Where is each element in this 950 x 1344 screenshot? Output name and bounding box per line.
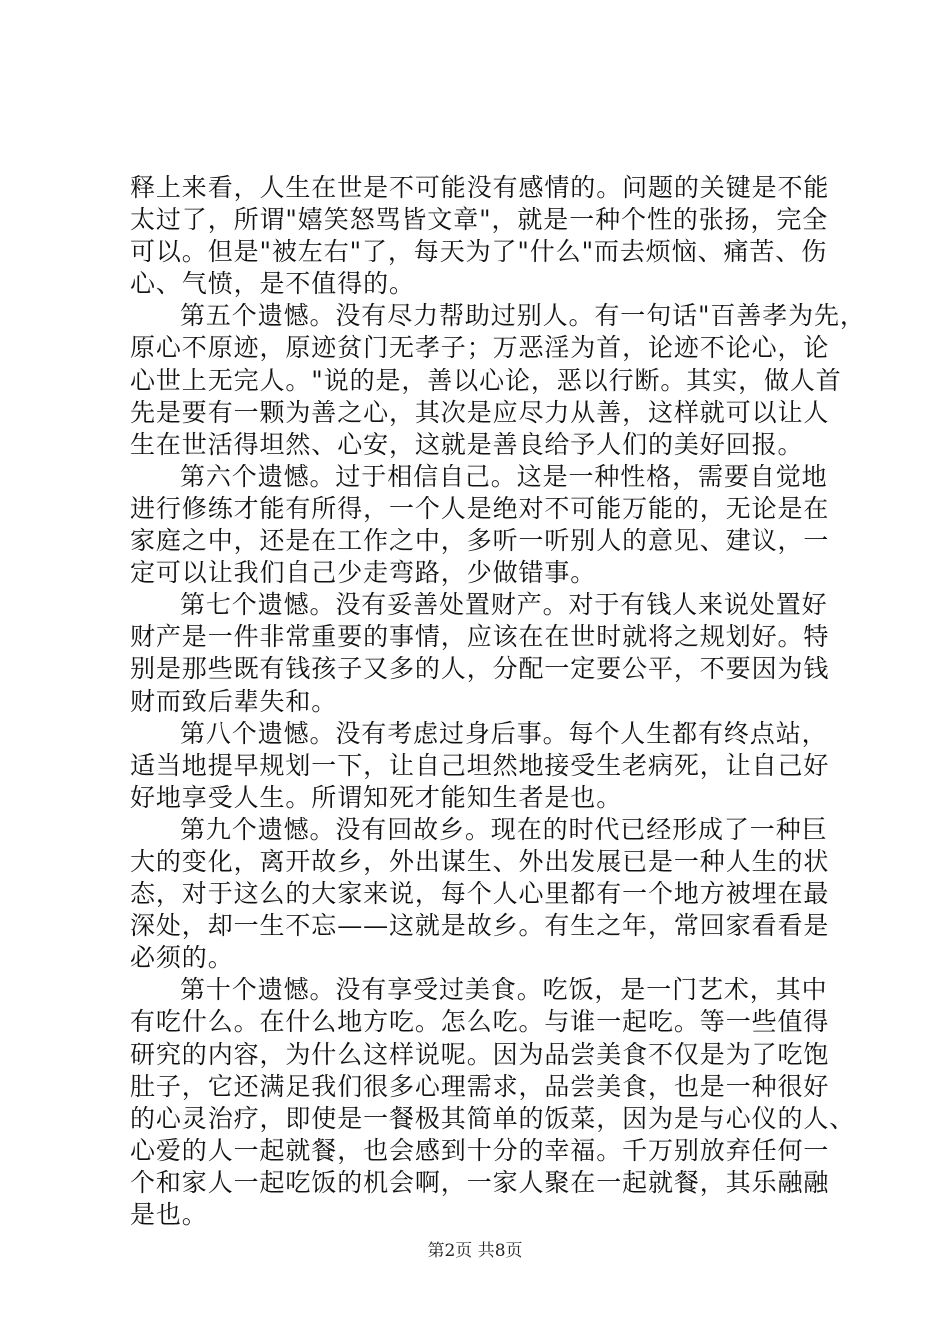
text-line: 的心灵治疗，即使是一餐极其简单的饭菜，因为是与心仪的人、 <box>130 1103 856 1133</box>
paragraph <box>130 974 856 1231</box>
text-line: 第九个遗憾。没有回故乡。现在的时代已经形成了一种巨 <box>180 814 828 844</box>
text-line: 适当地提早规划一下，让自己坦然地接受生老病死，让自己好 <box>130 750 830 780</box>
page-number-footer: 第2页 共8页 <box>427 1241 523 1261</box>
text-line: 太过了，所谓"嬉笑怒骂皆文章"，就是一种个性的张扬，完全 <box>130 205 829 235</box>
text-line: 必须的。 <box>130 943 234 973</box>
text-line: 心、气愤，是不值得的。 <box>130 269 415 299</box>
text-line: 家庭之中，还是在工作之中，多听一听别人的意见、建议，一 <box>130 526 830 556</box>
text-line: 第五个遗憾。没有尽力帮助过别人。有一句话"百善孝为先， <box>180 301 866 331</box>
text-line: 原心不原迹，原迹贫门无孝子；万恶淫为首，论迹不论心，论 <box>130 333 830 363</box>
text-line: 好地享受人生。所谓知死才能知生者是也。 <box>130 782 623 812</box>
paragraph <box>130 461 830 589</box>
document-body <box>130 172 866 1231</box>
text-line: 释上来看，人生在世是不可能没有感情的。问题的关键是不能 <box>130 173 830 202</box>
text-line: 第七个遗憾。没有妥善处置财产。对于有钱人来说处置好 <box>180 590 828 620</box>
text-line: 第八个遗憾。没有考虑过身后事。每个人生都有终点站， <box>180 718 828 748</box>
text-line: 心世上无完人。"说的是，善以心论，恶以行断。其实，做人首 <box>130 365 842 395</box>
text-line: 态，对于这么的大家来说，每个人心里都有一个地方被埋在最 <box>130 879 830 909</box>
text-line: 深处，却一生不忘——这就是故乡。有生之年，常回家看看是 <box>130 911 830 941</box>
text-line: 财而致后辈失和。 <box>130 686 338 716</box>
text-line: 心爱的人一起就餐，也会感到十分的幸福。千万别放弃任何一 <box>130 1135 830 1165</box>
text-line: 是也。 <box>130 1200 208 1229</box>
text-line: 第六个遗憾。过于相信自己。这是一种性格，需要自觉地 <box>180 461 828 491</box>
text-line: 生在世活得坦然、心安，这就是善良给予人们的美好回报。 <box>130 429 804 459</box>
paragraph <box>130 814 830 974</box>
text-line: 肚子，它还满足我们很多心理需求，品尝美食，也是一种很好 <box>130 1071 830 1101</box>
paragraph <box>130 172 830 300</box>
paragraph <box>130 300 866 460</box>
text-line: 定可以让我们自己少走弯路，少做错事。 <box>130 558 597 588</box>
paragraph <box>130 718 830 814</box>
text-line: 财产是一件非常重要的事情，应该在在世时就将之规划好。特 <box>130 622 830 652</box>
text-line: 个和家人一起吃饭的机会啊，一家人聚在一起就餐，其乐融融 <box>130 1167 830 1197</box>
text-line: 可以。但是"被左右"了，每天为了"什么"而去烦恼、痛苦、伤 <box>130 237 828 267</box>
text-line: 大的变化，离开故乡，外出谋生、外出发展已是一种人生的状 <box>130 846 830 876</box>
text-line: 别是那些既有钱孩子又多的人，分配一定要公平，不要因为钱 <box>130 654 830 684</box>
text-line: 第十个遗憾。没有享受过美食。吃饭，是一门艺术，其中 <box>180 975 828 1005</box>
text-line: 进行修练才能有所得，一个人是绝对不可能万能的，无论是在 <box>130 493 830 523</box>
text-line: 研究的内容，为什么这样说呢。因为品尝美食不仅是为了吃饱 <box>130 1039 830 1069</box>
text-line: 先是要有一颗为善之心，其次是应尽力从善，这样就可以让人 <box>130 397 830 427</box>
paragraph <box>130 589 830 717</box>
text-line: 有吃什么。在什么地方吃。怎么吃。与谁一起吃。等一些值得 <box>130 1007 830 1037</box>
